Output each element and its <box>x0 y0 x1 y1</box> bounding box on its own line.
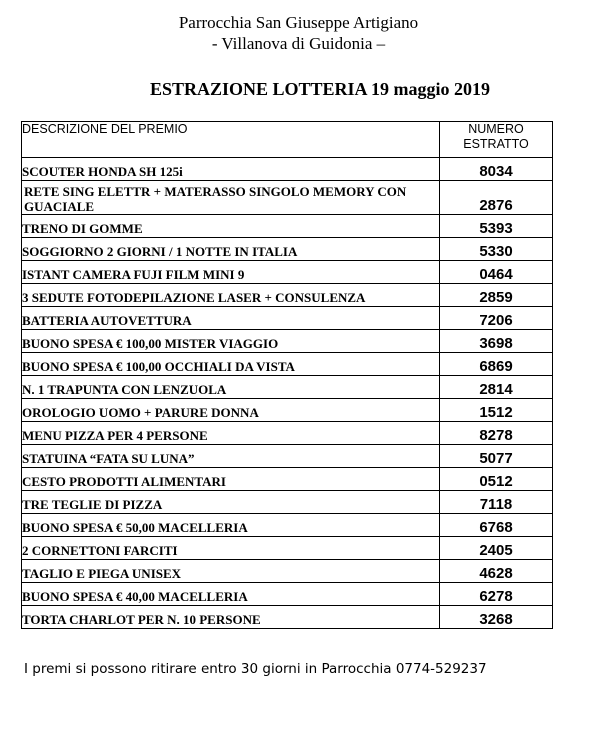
drawn-number: 1512 <box>440 399 553 422</box>
drawn-number: 7206 <box>440 307 553 330</box>
column-header-number-line2: ESTRATTO <box>463 137 529 151</box>
prize-description: STATUINA “FATA SU LUNA” <box>22 445 440 468</box>
drawn-number: 7118 <box>440 491 553 514</box>
drawn-number: 5077 <box>440 445 553 468</box>
table-row <box>22 491 553 514</box>
drawn-number: 2859 <box>440 284 553 307</box>
table-row <box>22 514 553 537</box>
drawn-number: 3268 <box>440 606 553 629</box>
table-row <box>22 445 553 468</box>
drawn-number: 5330 <box>440 238 553 261</box>
prize-description: CESTO PRODOTTI ALIMENTARI <box>22 468 440 491</box>
table-row <box>22 583 553 606</box>
table-row <box>22 307 553 330</box>
table-row <box>22 181 553 215</box>
prize-rows <box>22 158 553 629</box>
drawn-number: 3698 <box>440 330 553 353</box>
drawn-number: 2405 <box>440 537 553 560</box>
drawn-number: 6278 <box>440 583 553 606</box>
table-row <box>22 215 553 238</box>
drawn-number: 6768 <box>440 514 553 537</box>
prize-description: TRE TEGLIE DI PIZZA <box>22 491 440 514</box>
prize-description: ISTANT CAMERA FUJI FILM MINI 9 <box>22 261 440 284</box>
table-row <box>22 399 553 422</box>
prize-description: BUONO SPESA € 40,00 MACELLERIA <box>22 583 440 606</box>
drawn-number: 0512 <box>440 468 553 491</box>
prize-description: RETE SING ELETTR + MATERASSO SINGOLO MEMORY CON GUACIALE <box>22 181 440 215</box>
table-row <box>22 284 553 307</box>
table-row <box>22 468 553 491</box>
drawn-number: 5393 <box>440 215 553 238</box>
table-row <box>22 560 553 583</box>
parish-name: Parrocchia San Giuseppe Artigiano <box>178 13 419 32</box>
parish-location: - Villanova di Guidonia – <box>211 34 386 53</box>
footer-note: I premi si possono ritirare entro 30 giorni in Parrocchia 0774-529237 <box>24 661 487 677</box>
table-header-row <box>22 122 553 158</box>
table-row <box>22 376 553 399</box>
table-row <box>22 158 553 181</box>
prize-description: 3 SEDUTE FOTODEPILAZIONE LASER + CONSULENZA <box>22 284 440 307</box>
table-row <box>22 537 553 560</box>
table-row <box>22 422 553 445</box>
prize-description: TORTA CHARLOT PER N. 10 PERSONE <box>22 606 440 629</box>
drawn-number: 2876 <box>440 181 553 215</box>
drawn-number: 6869 <box>440 353 553 376</box>
drawn-number: 4628 <box>440 560 553 583</box>
prize-description: SCOUTER HONDA SH 125i <box>22 158 440 181</box>
prize-description: BUONO SPESA € 50,00 MACELLERIA <box>22 514 440 537</box>
prize-description: BUONO SPESA € 100,00 MISTER VIAGGIO <box>22 330 440 353</box>
prize-description: BATTERIA AUTOVETTURA <box>22 307 440 330</box>
page-title: ESTRAZIONE LOTTERIA 19 maggio 2019 <box>149 79 491 99</box>
prize-description: TAGLIO E PIEGA UNISEX <box>22 560 440 583</box>
drawn-number: 8034 <box>440 158 553 181</box>
table-row <box>22 330 553 353</box>
prize-description: OROLOGIO UOMO + PARURE DONNA <box>22 399 440 422</box>
column-header-number-line1: NUMERO <box>468 122 524 136</box>
table-row <box>22 353 553 376</box>
drawn-number: 2814 <box>440 376 553 399</box>
table-row <box>22 261 553 284</box>
column-header-number <box>440 122 553 158</box>
table-row <box>22 606 553 629</box>
table-row <box>22 238 553 261</box>
drawn-number: 0464 <box>440 261 553 284</box>
prize-table <box>21 121 553 629</box>
prize-description: 2 CORNETTONI FARCITI <box>22 537 440 560</box>
prize-description: SOGGIORNO 2 GIORNI / 1 NOTTE IN ITALIA <box>22 238 440 261</box>
prize-description: N. 1 TRAPUNTA CON LENZUOLA <box>22 376 440 399</box>
prize-description: MENU PIZZA PER 4 PERSONE <box>22 422 440 445</box>
column-header-description: DESCRIZIONE DEL PREMIO <box>22 122 440 158</box>
prize-description: BUONO SPESA € 100,00 OCCHIALI DA VISTA <box>22 353 440 376</box>
drawn-number: 8278 <box>440 422 553 445</box>
prize-description: TRENO DI GOMME <box>22 215 440 238</box>
